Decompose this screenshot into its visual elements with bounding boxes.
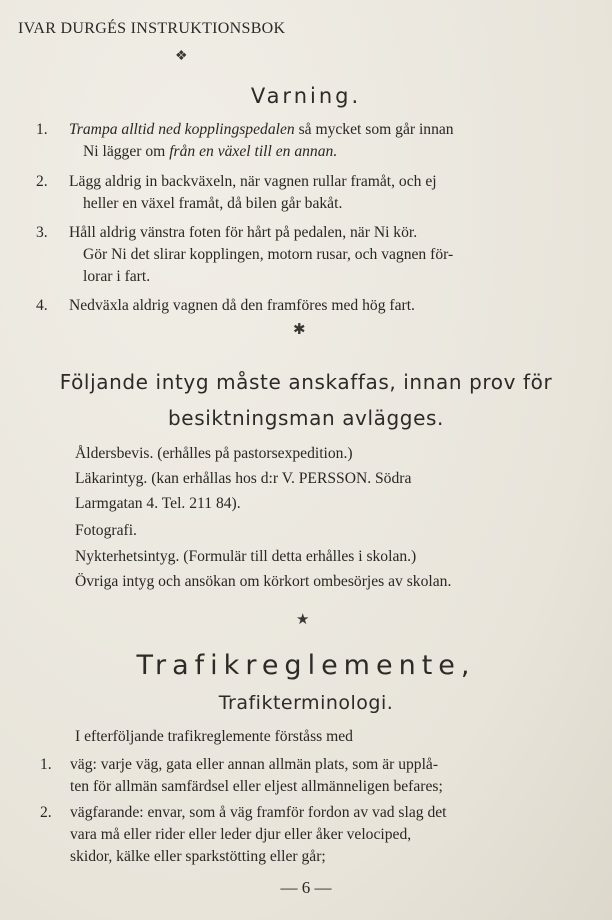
warning-item-3-number: 3. — [36, 224, 48, 241]
separator-star-icon: ★ — [296, 612, 310, 628]
warning-item-2-line-1: Lägg aldrig in backväxeln, när vagnen rullar framåt, och ej — [69, 173, 437, 190]
traffic-item-1-number: 1. — [40, 756, 52, 773]
cert-line-3: Larmgatan 4. Tel. 211 84). — [75, 495, 241, 512]
traffic-item-2-number: 2. — [40, 804, 52, 821]
ornament-icon: ❖ — [175, 49, 188, 64]
traffic-item-2-line-3: skidor, kälke eller sparkstötting eller går; — [70, 848, 326, 865]
certificates-heading-line-1: Följande intyg måste anskaffas, innan prov för — [59, 370, 553, 394]
warning-item-1-line-2: Ni lägger om från en växel till en annan. — [83, 143, 338, 160]
separator-asterisk-icon: ✱ — [293, 322, 306, 338]
cert-line-6: Övriga intyg och ansökan om körkort ombesörjes av skolan. — [75, 573, 452, 590]
warning-heading: Varning. — [250, 84, 362, 108]
warning-item-3-line-3: lorar i fart. — [83, 268, 151, 285]
certificates-heading-line-2: besiktningsman avlägges. — [168, 406, 444, 430]
page-number: — 6 — — [280, 878, 332, 897]
warning-item-4-number: 4. — [36, 297, 48, 314]
traffic-heading: Trafikreglemente, — [136, 650, 476, 681]
cert-line-4: Fotografi. — [75, 522, 137, 539]
cert-line-1: Åldersbevis. (erhålles på pastorsexpedition.) — [75, 445, 353, 462]
warning-item-2-line-2: heller en växel framåt, då bilen går bakåt. — [83, 195, 343, 212]
warning-item-1-line-1: Trampa alltid ned kopplingspedalen så mycket som går innan — [69, 121, 454, 138]
traffic-item-1-line-1: väg: varje väg, gata eller annan allmän plats, som är upplå- — [70, 756, 439, 773]
cert-line-2: Läkarintyg. (kan erhållas hos d:r V. PERSSON. Södra — [75, 470, 412, 487]
warning-item-1-number: 1. — [36, 121, 48, 138]
traffic-item-2-line-2: vara må eller rider eller leder djur eller åker velociped, — [70, 826, 412, 843]
cert-line-5: Nykterhetsintyg. (Formulär till detta erhålles i skolan.) — [75, 548, 417, 565]
traffic-subheading: Trafikterminologi. — [218, 692, 394, 714]
traffic-item-1-line-2: ten för allmän samfärdsel eller eljest allmänneligen befares; — [70, 778, 443, 795]
traffic-intro: I efterföljande trafikreglemente förståss med — [75, 728, 353, 745]
warning-item-3-line-2: Gör Ni det slirar kopplingen, motorn rusar, och vagnen för- — [83, 246, 454, 263]
traffic-item-2-line-1: vägfarande: envar, som å väg framför fordon av vad slag det — [70, 804, 447, 821]
warning-item-2-number: 2. — [36, 173, 48, 190]
warning-item-4-line-1: Nedväxla aldrig vagnen då den framföres med hög fart. — [69, 297, 415, 314]
running-title: IVAR DURGÉS INSTRUKTIONSBOK — [18, 20, 286, 37]
warning-item-3-line-1: Håll aldrig vänstra foten för hårt på pedalen, när Ni kör. — [69, 224, 418, 241]
